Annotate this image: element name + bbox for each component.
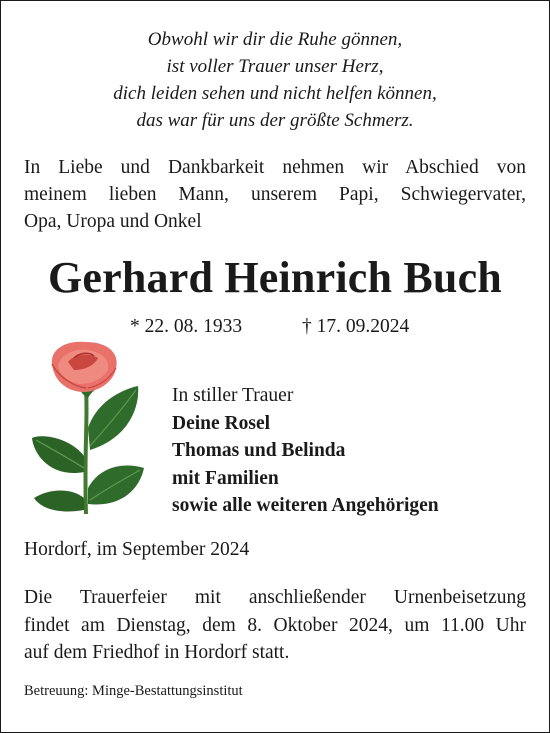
mourners-heading: In stiller Trauer: [172, 385, 294, 406]
birth-date: * 22. 08. 1933: [130, 316, 243, 337]
ceremony-line: Die Trauerfeier mit anschließender Urnenbeisetzung: [24, 587, 526, 608]
poem: [0, 26, 550, 134]
mourner-name: Thomas und Belinda: [172, 440, 346, 461]
funeral-home-credit: Betreuung: Minge-Bestattungsinstitut: [24, 683, 243, 699]
poem-line: das war für uns der größte Schmerz.: [136, 110, 414, 131]
farewell-line: Opa, Uropa und Onkel: [24, 211, 202, 232]
deceased-name: Gerhard Heinrich Buch: [48, 253, 502, 302]
place-date: Hordorf, im September 2024: [24, 539, 250, 560]
red-rose-icon: [28, 338, 150, 514]
mourner-name: mit Familien: [172, 467, 279, 489]
farewell-line: meinem lieben Mann, unserem Papi, Schwiegervater,: [24, 184, 526, 205]
death-date: † 17. 09.2024: [302, 316, 410, 337]
ceremony-info: [24, 584, 526, 667]
mourner-name: sowie alle weiteren Angehörigen: [172, 495, 439, 516]
mourner-name: Deine Rosel: [172, 412, 271, 434]
farewell-line: In Liebe und Dankbarkeit nehmen wir Abschied von: [24, 157, 526, 178]
ceremony-line: findet am Dienstag, dem 8. Oktober 2024, um 11.00 Uhr: [24, 614, 526, 636]
poem-line: dich leiden sehen und nicht helfen können,: [113, 83, 437, 104]
poem-line: Obwohl wir dir die Ruhe gönnen,: [147, 29, 403, 50]
farewell-text: [24, 154, 526, 235]
poem-line: ist voller Trauer unser Herz,: [166, 56, 384, 77]
mourners-block: [172, 382, 439, 520]
ceremony-line: auf dem Friedhof in Hordorf statt.: [24, 642, 290, 663]
